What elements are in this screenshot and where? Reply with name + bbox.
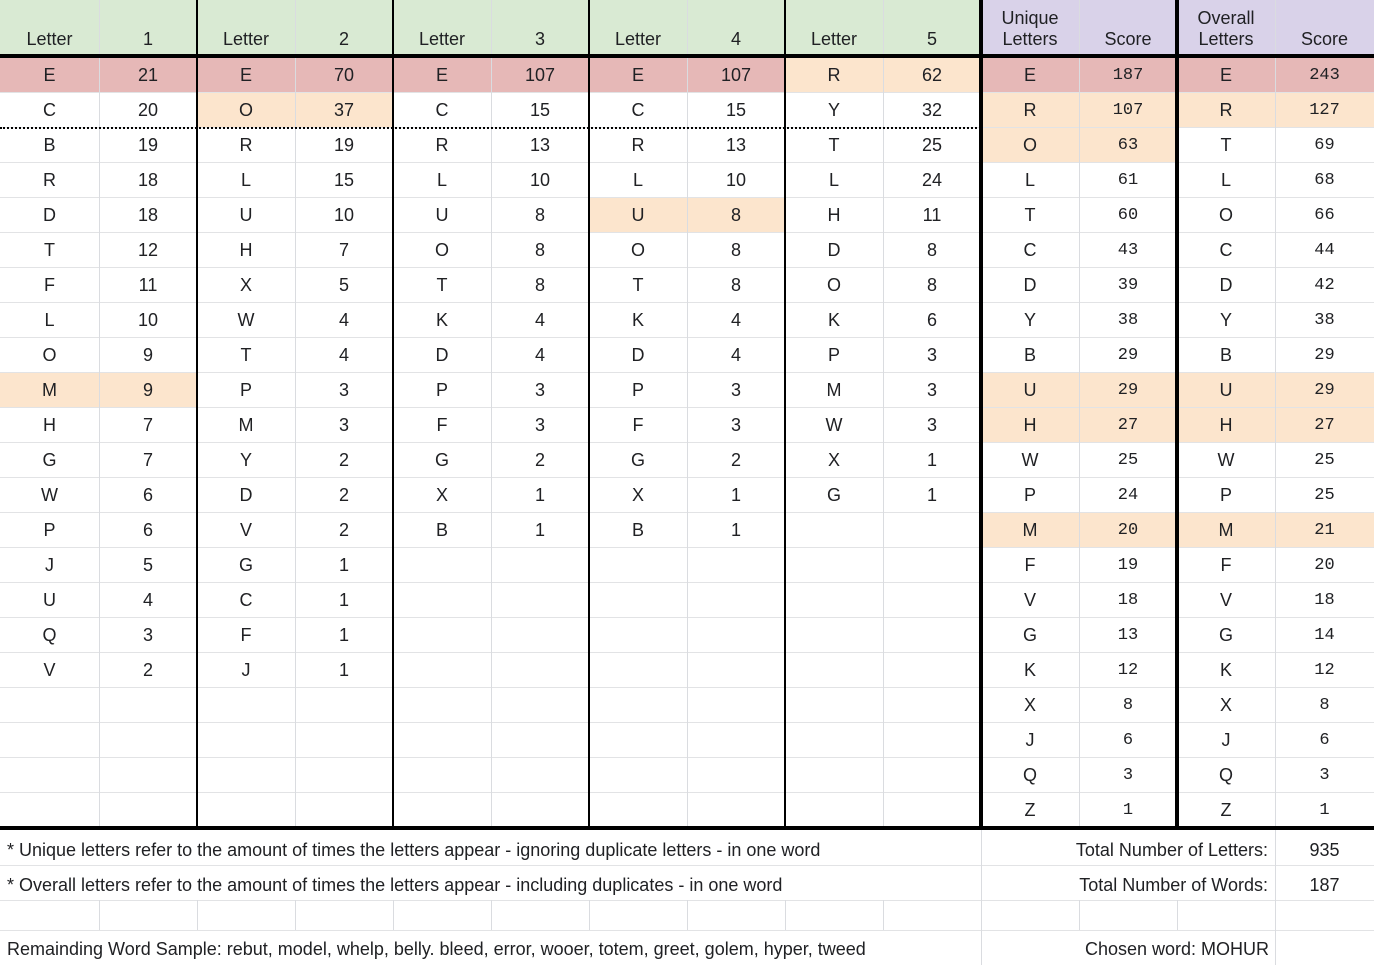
letter-cell[interactable]: P: [1023, 485, 1036, 505]
score-cell[interactable]: 18: [137, 205, 159, 225]
letter-cell[interactable]: E: [1219, 65, 1232, 85]
column-gridline: [393, 900, 394, 930]
letter-cell[interactable]: U: [435, 205, 449, 225]
letter-cell[interactable]: R: [1023, 100, 1037, 120]
letter-cell[interactable]: B: [1023, 345, 1036, 365]
score-cell[interactable]: 3: [926, 415, 937, 435]
letter-cell[interactable]: O: [434, 240, 449, 260]
row-gridline: [0, 930, 1374, 931]
score-cell[interactable]: 3: [730, 380, 741, 400]
score-cell[interactable]: 3: [730, 415, 741, 435]
score-cell[interactable]: 61: [1117, 171, 1139, 190]
score-cell[interactable]: 24: [921, 170, 943, 190]
column-header[interactable]: Score: [1079, 0, 1177, 56]
letter-cell[interactable]: E: [1023, 65, 1036, 85]
score-cell[interactable]: 2: [338, 450, 349, 470]
total-letters-label[interactable]: Total Number of Letters:: [1075, 839, 1268, 860]
score-cell[interactable]: 25: [921, 135, 943, 155]
score-cell[interactable]: 37: [333, 100, 355, 120]
score-cell[interactable]: 39: [1117, 276, 1139, 295]
letter-cell[interactable]: M: [238, 415, 254, 435]
letter-cell[interactable]: F: [240, 625, 252, 645]
letter-cell[interactable]: E: [43, 65, 56, 85]
letter-cell[interactable]: U: [631, 205, 645, 225]
letter-cell[interactable]: O: [1022, 135, 1037, 155]
letter-cell[interactable]: H: [1219, 415, 1233, 435]
letter-cell[interactable]: W: [1021, 450, 1039, 470]
score-cell[interactable]: 13: [725, 135, 747, 155]
score-cell[interactable]: 7: [142, 450, 153, 470]
letter-cell[interactable]: F: [1220, 555, 1232, 575]
score-cell[interactable]: 8: [534, 275, 545, 295]
column-header[interactable]: Letter: [785, 0, 883, 56]
letter-cell[interactable]: G: [630, 450, 645, 470]
letter-cell[interactable]: G: [1218, 625, 1233, 645]
letter-cell[interactable]: J: [1025, 730, 1035, 750]
letter-cell[interactable]: T: [828, 135, 840, 155]
letter-cell[interactable]: W: [237, 310, 255, 330]
letter-cell[interactable]: D: [631, 345, 645, 365]
unique-letters-note[interactable]: * Unique letters refer to the amount of times the letters appear - ignoring duplicate letters - in one word: [7, 839, 821, 860]
score-cell[interactable]: 8: [730, 205, 741, 225]
column-header[interactable]: Letter: [589, 0, 687, 56]
score-cell[interactable]: 14: [1314, 626, 1335, 645]
score-cell[interactable]: 19: [1117, 556, 1139, 575]
letter-cell[interactable]: Z: [1024, 800, 1036, 820]
letter-cell[interactable]: X: [631, 485, 644, 505]
letter-cell[interactable]: G: [238, 555, 253, 575]
letter-cell[interactable]: G: [826, 485, 841, 505]
letter-cell[interactable]: T: [1024, 205, 1036, 225]
score-cell[interactable]: 27: [1117, 416, 1139, 435]
letter-cell[interactable]: Z: [1220, 800, 1232, 820]
letter-cell[interactable]: L: [632, 170, 643, 190]
letter-cell[interactable]: O: [826, 275, 841, 295]
score-cell[interactable]: 24: [1117, 486, 1139, 505]
column-gridline: [785, 900, 786, 930]
score-cell[interactable]: 19: [333, 135, 355, 155]
letter-cell[interactable]: F: [632, 415, 644, 435]
letter-cell[interactable]: X: [435, 485, 448, 505]
letter-cell[interactable]: V: [239, 520, 252, 540]
score-cell[interactable]: 68: [1314, 171, 1335, 190]
score-cell[interactable]: 8: [926, 240, 937, 260]
letter-cell[interactable]: C: [1219, 240, 1233, 260]
letter-cell[interactable]: W: [825, 415, 843, 435]
score-cell[interactable]: 10: [529, 170, 551, 190]
score-cell[interactable]: 187: [1112, 66, 1144, 85]
letter-cell[interactable]: O: [630, 240, 645, 260]
letter-cell[interactable]: B: [631, 520, 644, 540]
letter-cell[interactable]: O: [238, 100, 253, 120]
column-header[interactable]: Letter: [393, 0, 491, 56]
score-cell[interactable]: 8: [1319, 696, 1330, 715]
score-cell[interactable]: 2: [338, 520, 349, 540]
letter-cell[interactable]: Y: [239, 450, 252, 470]
header-divider: [0, 54, 1374, 58]
score-cell[interactable]: 21: [1314, 521, 1335, 540]
letter-cell[interactable]: R: [43, 170, 56, 190]
score-cell[interactable]: 3: [1319, 766, 1330, 785]
score-cell[interactable]: 20: [137, 100, 159, 120]
letter-cell[interactable]: H: [239, 240, 253, 260]
score-cell[interactable]: 4: [338, 345, 349, 365]
letter-cell[interactable]: T: [44, 240, 55, 260]
letter-cell[interactable]: C: [435, 100, 449, 120]
letter-cell[interactable]: G: [1022, 625, 1037, 645]
column-gridline: [295, 900, 296, 930]
letter-cell[interactable]: X: [827, 450, 840, 470]
score-cell[interactable]: 12: [1314, 661, 1335, 680]
letter-cell[interactable]: V: [43, 660, 56, 680]
score-cell[interactable]: 8: [1122, 696, 1134, 715]
score-cell[interactable]: 2: [534, 450, 545, 470]
letter-cell[interactable]: T: [240, 345, 252, 365]
letter-cell[interactable]: R: [1219, 100, 1233, 120]
score-cell[interactable]: 2: [730, 450, 741, 470]
score-cell[interactable]: 13: [1117, 626, 1139, 645]
letter-cell[interactable]: D: [1023, 275, 1037, 295]
score-cell[interactable]: 20: [1314, 556, 1335, 575]
overall-letters-note[interactable]: * Overall letters refer to the amount of times the letters appear - including duplicates - in one word: [7, 874, 783, 895]
score-cell[interactable]: 70: [333, 65, 355, 85]
column-gridline: [197, 900, 198, 930]
score-cell[interactable]: 18: [1117, 591, 1139, 610]
score-cell[interactable]: 8: [730, 275, 741, 295]
score-cell[interactable]: 3: [338, 380, 349, 400]
score-cell[interactable]: 3: [142, 625, 153, 645]
score-cell[interactable]: 8: [926, 275, 937, 295]
letter-cell[interactable]: L: [1220, 170, 1231, 190]
column-header[interactable]: Score: [1275, 0, 1374, 56]
letter-cell[interactable]: V: [1023, 590, 1036, 610]
score-cell[interactable]: 3: [338, 415, 349, 435]
letter-cell[interactable]: K: [435, 310, 448, 330]
column-header[interactable]: Letter: [0, 0, 99, 56]
letter-cell[interactable]: X: [1023, 695, 1036, 715]
score-cell[interactable]: 7: [142, 415, 153, 435]
score-cell[interactable]: 29: [1314, 381, 1335, 400]
letter-cell[interactable]: R: [239, 135, 253, 155]
letter-cell[interactable]: T: [1220, 135, 1232, 155]
score-cell[interactable]: 243: [1309, 66, 1340, 85]
score-cell[interactable]: 12: [137, 240, 159, 260]
score-cell[interactable]: 60: [1117, 206, 1139, 225]
score-cell[interactable]: 107: [720, 65, 752, 85]
column-header[interactable]: 5: [883, 0, 981, 56]
score-cell[interactable]: 3: [534, 415, 545, 435]
column-header[interactable]: Unique Letters: [981, 0, 1079, 56]
score-cell[interactable]: 42: [1314, 276, 1335, 295]
letter-cell[interactable]: U: [239, 205, 253, 225]
letter-cell[interactable]: P: [435, 380, 448, 400]
column-gridline: [99, 0, 100, 828]
score-cell[interactable]: 43: [1117, 241, 1139, 260]
score-cell[interactable]: 4: [534, 345, 545, 365]
score-cell[interactable]: 63: [1117, 136, 1139, 155]
letter-cell[interactable]: E: [631, 65, 644, 85]
score-cell[interactable]: 1: [926, 485, 937, 505]
letter-cell[interactable]: H: [1023, 415, 1037, 435]
score-cell[interactable]: 10: [333, 205, 355, 225]
letter-cell[interactable]: C: [631, 100, 645, 120]
score-cell[interactable]: 29: [1117, 346, 1139, 365]
score-cell[interactable]: 25: [1117, 451, 1139, 470]
letter-cell[interactable]: J: [45, 555, 54, 575]
score-cell[interactable]: 20: [1117, 521, 1139, 540]
score-cell[interactable]: 25: [1314, 451, 1335, 470]
letter-cell[interactable]: B: [43, 135, 56, 155]
letter-cell[interactable]: B: [1219, 345, 1232, 365]
score-cell[interactable]: 15: [529, 100, 551, 120]
letter-cell[interactable]: W: [41, 485, 58, 505]
letter-cell[interactable]: Q: [1218, 765, 1233, 785]
letter-cell[interactable]: L: [828, 170, 839, 190]
column-header[interactable]: Overall Letters: [1177, 0, 1275, 56]
column-gridline: [1177, 900, 1178, 930]
score-cell[interactable]: 9: [142, 345, 153, 365]
score-cell[interactable]: 1: [338, 660, 349, 680]
score-cell[interactable]: 5: [142, 555, 153, 575]
score-cell[interactable]: 10: [725, 170, 747, 190]
letter-cell[interactable]: M: [1218, 520, 1234, 540]
letter-cell[interactable]: H: [827, 205, 841, 225]
score-cell[interactable]: 27: [1314, 416, 1335, 435]
section-divider: [1175, 0, 1179, 828]
score-cell[interactable]: 127: [1309, 101, 1340, 120]
score-cell[interactable]: 21: [137, 65, 159, 85]
letter-cell[interactable]: B: [435, 520, 448, 540]
score-cell[interactable]: 1: [338, 555, 349, 575]
score-cell[interactable]: 1: [1122, 801, 1134, 820]
score-cell[interactable]: 15: [725, 100, 747, 120]
column-gridline: [1079, 900, 1080, 930]
score-cell[interactable]: 6: [1319, 731, 1330, 750]
letter-cell[interactable]: Q: [42, 625, 57, 645]
total-words-label[interactable]: Total Number of Words:: [1079, 874, 1268, 895]
letter-cell[interactable]: R: [631, 135, 645, 155]
column-gridline: [883, 900, 884, 930]
column-header[interactable]: 4: [687, 0, 785, 56]
letter-cell[interactable]: P: [827, 345, 840, 365]
letter-cell[interactable]: D: [43, 205, 56, 225]
score-cell[interactable]: 9: [142, 380, 153, 400]
score-cell[interactable]: 107: [1112, 101, 1144, 120]
letter-cell[interactable]: J: [1221, 730, 1231, 750]
dotted-divider: [0, 127, 981, 129]
score-cell[interactable]: 15: [333, 170, 355, 190]
letter-cell[interactable]: K: [827, 310, 840, 330]
score-cell[interactable]: 2: [142, 660, 153, 680]
score-cell[interactable]: 11: [922, 205, 942, 225]
score-cell[interactable]: 10: [137, 310, 159, 330]
letter-cell[interactable]: W: [1217, 450, 1235, 470]
score-cell[interactable]: 4: [534, 310, 545, 330]
letter-cell[interactable]: H: [43, 415, 56, 435]
column-gridline: [99, 900, 100, 930]
section-divider: [979, 0, 983, 828]
score-cell[interactable]: 6: [142, 520, 153, 540]
column-gridline: [295, 0, 296, 828]
score-cell[interactable]: 18: [137, 170, 159, 190]
score-cell[interactable]: 6: [926, 310, 937, 330]
letter-cell[interactable]: K: [1219, 660, 1232, 680]
column-gridline: [687, 900, 688, 930]
column-header[interactable]: 2: [295, 0, 393, 56]
letter-cell[interactable]: F: [1024, 555, 1036, 575]
score-cell[interactable]: 4: [142, 590, 153, 610]
letter-cell[interactable]: T: [436, 275, 448, 295]
column-header[interactable]: Letter: [197, 0, 295, 56]
score-cell[interactable]: 38: [1117, 311, 1139, 330]
score-cell[interactable]: 11: [138, 275, 158, 295]
letter-cell[interactable]: R: [435, 135, 449, 155]
score-cell[interactable]: 8: [534, 205, 545, 225]
column-gridline: [491, 0, 492, 828]
letter-cell[interactable]: L: [1024, 170, 1035, 190]
letter-cell[interactable]: D: [827, 240, 841, 260]
letter-cell[interactable]: Y: [1023, 310, 1036, 330]
letter-cell[interactable]: E: [435, 65, 448, 85]
letter-cell[interactable]: R: [827, 65, 841, 85]
score-cell[interactable]: 4: [730, 345, 741, 365]
score-cell[interactable]: 3: [926, 380, 937, 400]
letter-cell[interactable]: D: [435, 345, 449, 365]
letter-cell[interactable]: U: [1219, 380, 1233, 400]
score-cell[interactable]: 19: [137, 135, 159, 155]
score-cell[interactable]: 1: [534, 520, 545, 540]
remaining-word-sample[interactable]: Remainding Word Sample: rebut, model, whelp, belly. bleed, error, wooer, totem, greet, golem, hyper, tweed: [7, 938, 866, 959]
score-cell[interactable]: 38: [1314, 311, 1335, 330]
letter-cell[interactable]: P: [239, 380, 252, 400]
column-gridline: [1275, 0, 1276, 828]
letter-cell[interactable]: M: [42, 380, 57, 400]
letter-cell[interactable]: L: [44, 310, 55, 330]
score-cell[interactable]: 2: [338, 485, 349, 505]
score-cell[interactable]: 7: [338, 240, 349, 260]
section-divider: [392, 0, 394, 828]
score-cell[interactable]: 4: [730, 310, 741, 330]
letter-cell[interactable]: Q: [1022, 765, 1037, 785]
letter-cell[interactable]: C: [239, 590, 253, 610]
letter-cell[interactable]: P: [43, 520, 56, 540]
column-gridline: [589, 900, 590, 930]
column-gridline: [687, 0, 688, 828]
score-cell[interactable]: 6: [1122, 731, 1134, 750]
column-gridline: [491, 900, 492, 930]
score-cell[interactable]: 44: [1314, 241, 1335, 260]
letter-cell[interactable]: F: [44, 275, 55, 295]
score-cell[interactable]: 8: [534, 240, 545, 260]
letter-cell[interactable]: Y: [1219, 310, 1232, 330]
total-letters-value[interactable]: 935: [1309, 839, 1340, 860]
score-cell[interactable]: 3: [926, 345, 937, 365]
score-cell[interactable]: 3: [534, 380, 545, 400]
letter-cell[interactable]: G: [42, 450, 57, 470]
score-cell[interactable]: 69: [1314, 136, 1335, 155]
score-cell[interactable]: 107: [524, 65, 556, 85]
letter-cell[interactable]: L: [240, 170, 251, 190]
letter-cell[interactable]: U: [43, 590, 56, 610]
score-cell[interactable]: 25: [1314, 486, 1335, 505]
letter-cell[interactable]: Y: [827, 100, 840, 120]
column-gridline: [883, 0, 884, 828]
letter-cell[interactable]: P: [1219, 485, 1232, 505]
letter-cell[interactable]: O: [42, 345, 57, 365]
section-divider: [196, 0, 198, 828]
score-cell[interactable]: 1: [338, 625, 349, 645]
score-cell[interactable]: 1: [1319, 801, 1330, 820]
letter-cell[interactable]: E: [239, 65, 252, 85]
letter-cell[interactable]: L: [436, 170, 447, 190]
section-divider: [784, 0, 786, 828]
letter-cell[interactable]: D: [239, 485, 253, 505]
letter-cell[interactable]: U: [1023, 380, 1037, 400]
letter-cell[interactable]: J: [241, 660, 251, 680]
letter-cell[interactable]: P: [631, 380, 644, 400]
score-cell[interactable]: 1: [926, 450, 937, 470]
letter-cell[interactable]: X: [1219, 695, 1232, 715]
score-cell[interactable]: 18: [1314, 591, 1335, 610]
score-cell[interactable]: 66: [1314, 206, 1335, 225]
letter-cell[interactable]: V: [1219, 590, 1232, 610]
score-cell[interactable]: 29: [1117, 381, 1139, 400]
letter-cell[interactable]: C: [1023, 240, 1037, 260]
letter-cell[interactable]: K: [631, 310, 644, 330]
letter-cell[interactable]: C: [43, 100, 56, 120]
letter-cell[interactable]: D: [1219, 275, 1233, 295]
letter-cell[interactable]: O: [1218, 205, 1233, 225]
score-cell[interactable]: 1: [338, 590, 349, 610]
score-cell[interactable]: 5: [338, 275, 349, 295]
letter-cell[interactable]: F: [436, 415, 448, 435]
column-header[interactable]: 1: [99, 0, 197, 56]
score-cell[interactable]: 6: [142, 485, 153, 505]
score-cell[interactable]: 1: [730, 520, 741, 540]
score-cell[interactable]: 32: [921, 100, 943, 120]
column-header[interactable]: 3: [491, 0, 589, 56]
score-cell[interactable]: 1: [534, 485, 545, 505]
score-cell[interactable]: 3: [1122, 766, 1134, 785]
score-cell[interactable]: 12: [1117, 661, 1139, 680]
letter-cell[interactable]: M: [1022, 520, 1038, 540]
score-cell[interactable]: 4: [338, 310, 349, 330]
chosen-word[interactable]: Chosen word: MOHUR: [1085, 938, 1270, 959]
score-cell[interactable]: 1: [730, 485, 741, 505]
letter-cell[interactable]: X: [239, 275, 252, 295]
total-words-value[interactable]: 187: [1309, 874, 1340, 895]
score-cell[interactable]: 62: [921, 65, 943, 85]
letter-cell[interactable]: M: [826, 380, 842, 400]
section-divider: [588, 0, 590, 828]
score-cell[interactable]: 13: [529, 135, 551, 155]
score-cell[interactable]: 8: [730, 240, 741, 260]
table-bottom-divider: [0, 826, 1374, 830]
column-gridline: [1079, 0, 1080, 828]
letter-cell[interactable]: T: [632, 275, 644, 295]
letter-cell[interactable]: G: [434, 450, 449, 470]
letter-cell[interactable]: K: [1023, 660, 1036, 680]
score-cell[interactable]: 29: [1314, 346, 1335, 365]
